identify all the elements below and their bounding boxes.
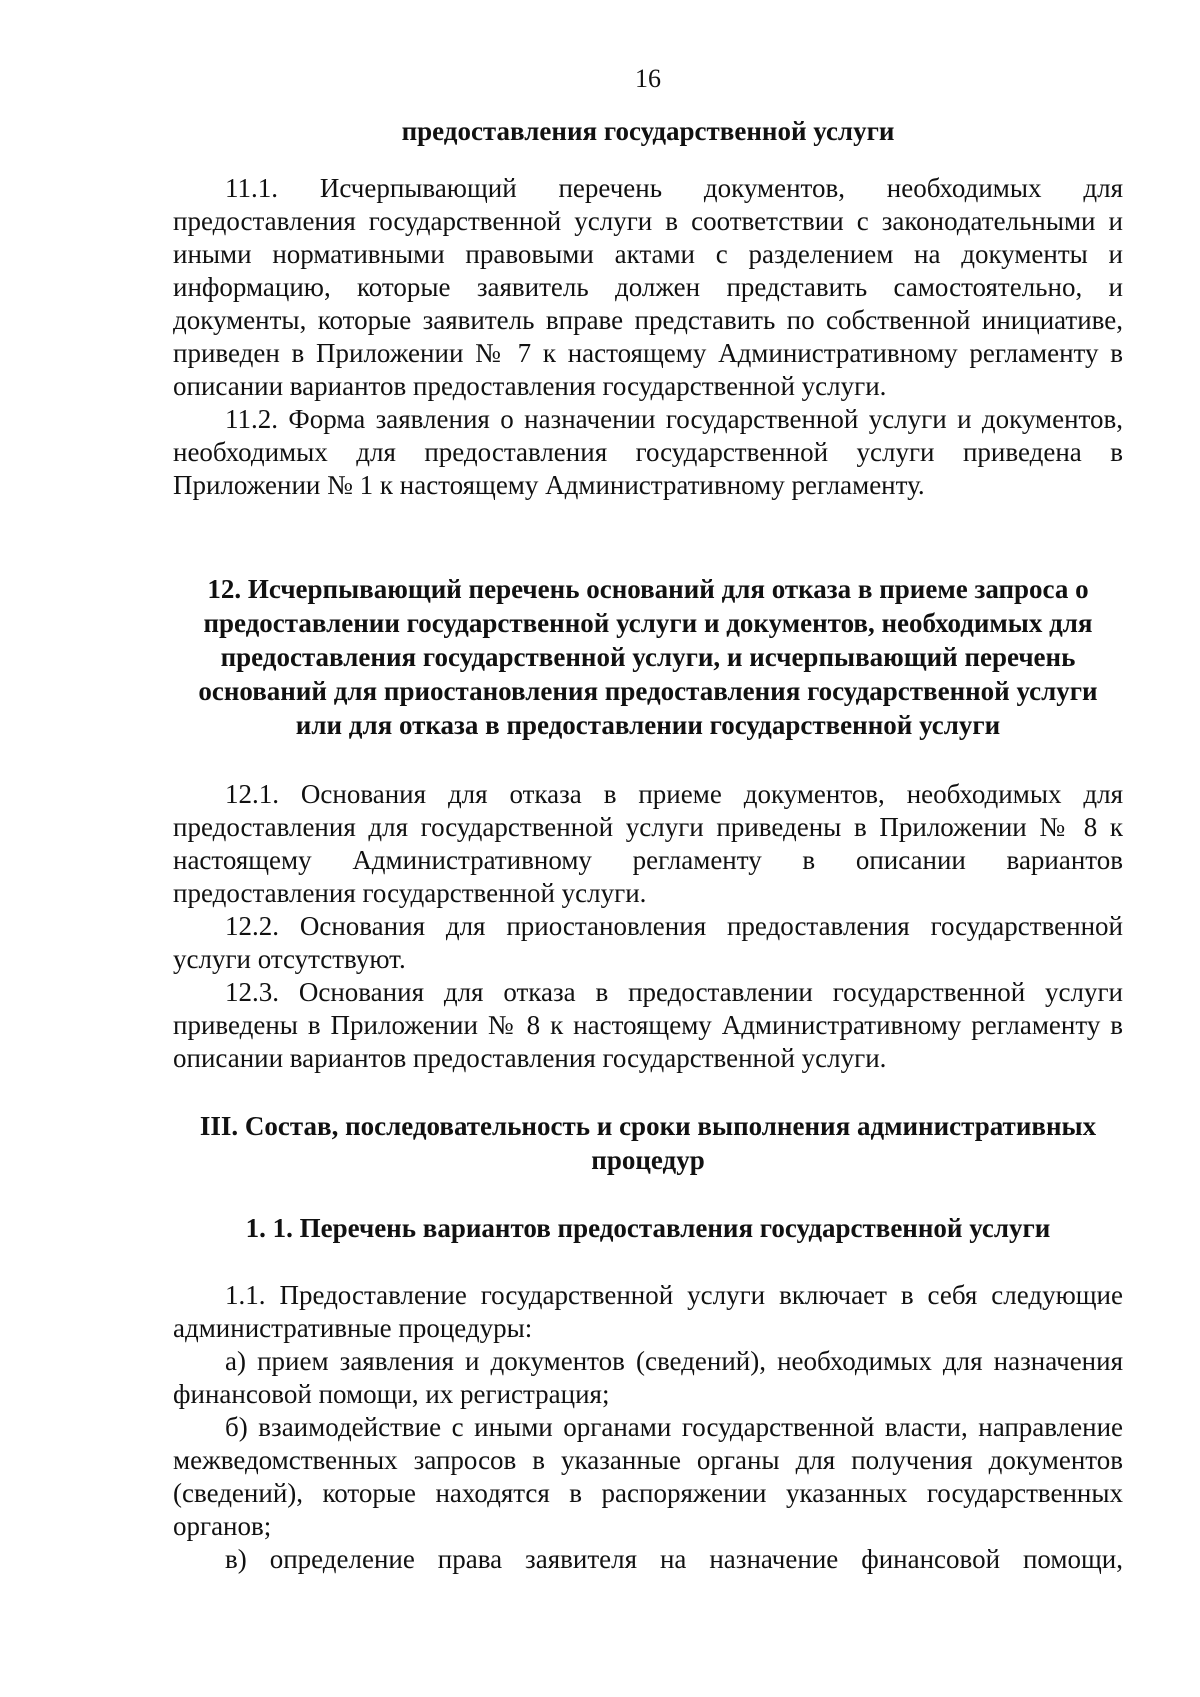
paragraph-12-3: 12.3. Основания для отказа в предоставлении государственной услуги приведены в Приложении № 8 к настоящему Административному регламенту в описании вариантов предоставления государственной услуги. <box>173 977 1123 1073</box>
page-number: 16 <box>635 64 661 93</box>
paragraph-12-2: 12.2. Основания для приостановления предоставления государственной услуги отсутствуют. <box>173 911 1123 974</box>
section-heading-continuation: предоставления государственной услуги <box>401 116 895 146</box>
paragraph-1-1: 1.1. Предоставление государственной услуги включает в себя следующие административные процедуры: <box>173 1280 1123 1343</box>
list-item-v: в) определение права заявителя на назначение финансовой помощи, <box>225 1544 1123 1574</box>
sub-heading-1-1: 1. 1. Перечень вариантов предоставления государственной услуги <box>245 1213 1051 1243</box>
paragraph-11-2: 11.2. Форма заявления о назначении государственной услуги и документов, необходимых для предоставления государственной услуги приведена в Приложении № 1 к настоящему Административному регламенту. <box>173 404 1123 500</box>
section-heading-12: 12. Исчерпывающий перечень оснований для отказа в приеме запроса о предоставлении государственной услуги и документов, необходимых для предоставления государственной услуги, и исчерпывающий перечень оснований для приостановления предоставления государственной услуги или для отказа в предоставлении государственной услуги <box>198 574 1098 740</box>
chapter-heading-III: III. Состав, последовательность и сроки выполнения административных процедур <box>199 1111 1097 1175</box>
list-item-b: б) взаимодействие с иными органами государственной власти, направление межведомственных запросов в указанные органы для получения документов (сведений), которые находятся в распоряжении указанных государственных органов; <box>173 1412 1123 1541</box>
list-item-a: а) прием заявления и документов (сведений), необходимых для назначения финансовой помощи, их регистрация; <box>173 1346 1123 1409</box>
document-page <box>173 62 1123 1576</box>
paragraph-11-1: 11.1. Исчерпывающий перечень документов, необходимых для предоставления государственной услуги в соответствии с законодательными и иными нормативными правовыми актами с разделением на документы и информацию, которые заявитель должен представить самостоятельно, и документы, которые заявитель вправе представить по собственной инициативе, приведен в Приложении № 7 к настоящему Административному регламенту в описании вариантов предоставления государственной услуги. <box>173 173 1123 401</box>
paragraph-12-1: 12.1. Основания для отказа в приеме документов, необходимых для предоставления для государственной услуги приведены в Приложении № 8 к настоящему Административному регламенту в описании вариантов предоставления государственной услуги. <box>173 779 1123 908</box>
